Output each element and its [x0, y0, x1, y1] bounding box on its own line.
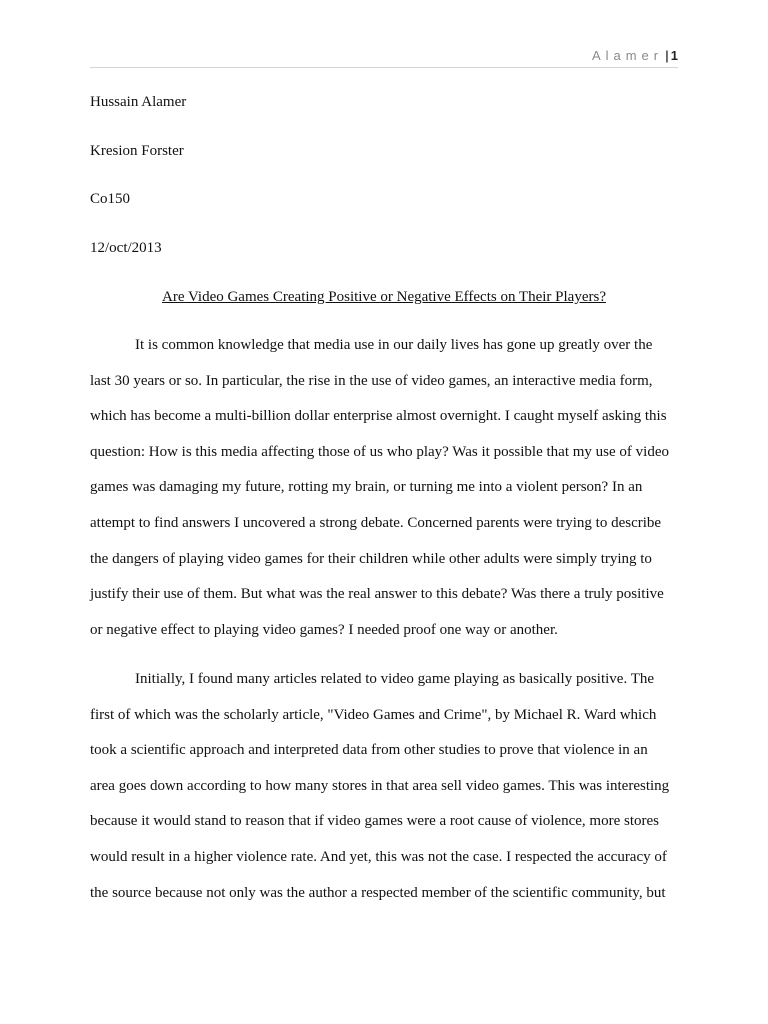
paragraph-line: which has become a multi-billion dollar enterprise almost overnight. I caught myself asking this	[90, 408, 667, 425]
essay-title: Are Video Games Creating Positive or Negative Effects on Their Players?	[162, 289, 606, 305]
paragraph-line: or negative effect to playing video games? I needed proof one way or another.	[90, 621, 558, 638]
paragraph-line: because it would stand to reason that if video games were a root cause of violence, more stores	[90, 813, 659, 830]
paragraph-line: attempt to find answers I uncovered a strong debate. Concerned parents were trying to describe	[90, 514, 662, 531]
paragraph-line: Initially, I found many articles related to video game playing as basically positive. The	[135, 671, 655, 687]
paragraph-1	[90, 336, 678, 656]
paragraph-line: games was damaging my future, rotting my brain, or turning me into a violent person? In an	[90, 479, 643, 496]
paragraph-line: first of which was the scholarly article, "Video Games and Crime", by Michael R. Ward which	[90, 706, 657, 723]
paragraph-line: the dangers of playing video games for their children while other adults were simply trying to	[90, 550, 652, 567]
paragraph-line: last 30 years or so. In particular, the rise in the use of video games, an interactive media form,	[90, 372, 653, 389]
paragraph-line: the source because not only was the author a respected member of the scientific community, but	[90, 884, 666, 901]
page-header	[90, 47, 678, 68]
course-name: Co150	[90, 191, 131, 207]
paragraph-line: would result in a higher violence rate. And yet, this was not the case. I respected the accuracy of	[90, 848, 667, 865]
paragraph-2	[90, 670, 678, 919]
paragraph-line: It is common knowledge that media use in our daily lives has gone up greatly over the	[135, 337, 653, 353]
essay-date: 12/oct/2013	[90, 240, 162, 256]
paragraph-line: question: How is this media affecting those of us who play? Was it possible that my use of video	[90, 443, 669, 460]
header-right	[592, 47, 678, 64]
paragraph-line: area goes down according to how many stores in that area sell video games. This was interesting	[90, 777, 670, 794]
paragraph-line: took a scientific approach and interpreted data from other studies to prove that violence in an	[90, 742, 648, 759]
author-name: Hussain Alamer	[90, 94, 187, 110]
instructor-name: Kresion Forster	[90, 143, 184, 159]
header-separator: |	[665, 48, 669, 63]
running-head: Alamer	[591, 48, 664, 63]
paragraph-line: justify their use of them. But what was the real answer to this debate? Was there a truly positive	[90, 586, 664, 603]
page-number: 1	[670, 48, 678, 63]
